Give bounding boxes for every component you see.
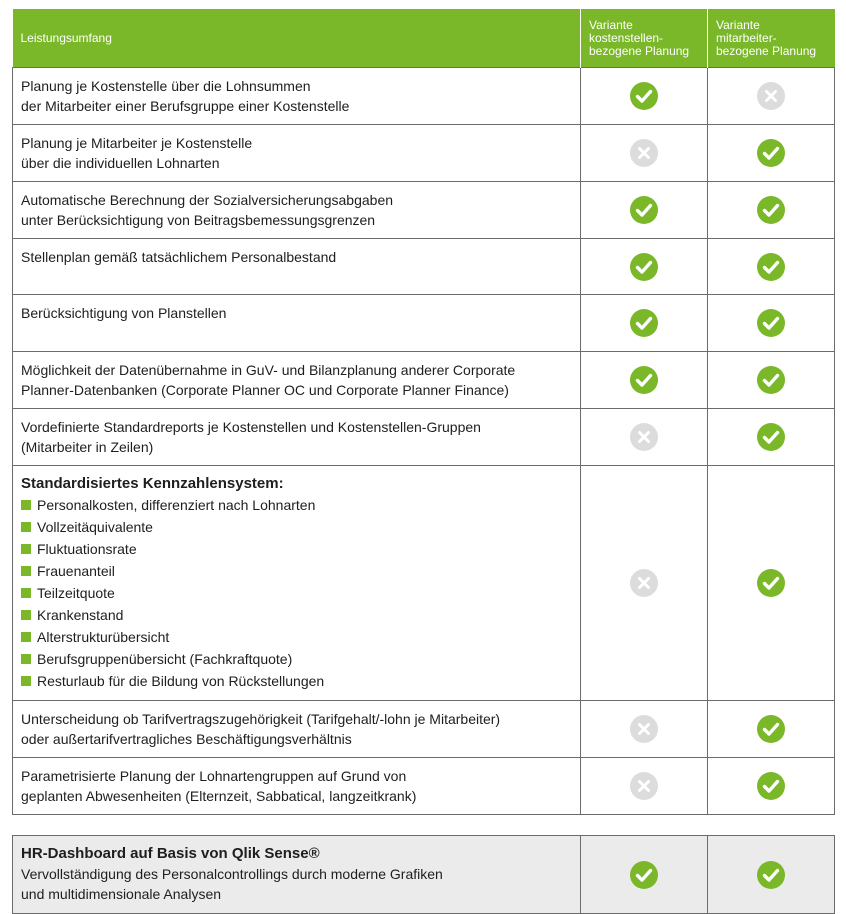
table-row bbox=[13, 701, 835, 758]
feature-line: Parametrisierte Planung der Lohnartengruppen auf Grund von bbox=[21, 768, 407, 784]
feature-cell bbox=[13, 352, 581, 409]
variant1-cell bbox=[581, 125, 708, 182]
dashboard-cell bbox=[13, 836, 581, 914]
variant1-cell bbox=[581, 758, 708, 815]
kennzahl-label: Personalkosten, differenziert nach Lohnarten bbox=[37, 497, 316, 513]
kennzahl-item bbox=[21, 494, 572, 516]
cross-circle-icon bbox=[629, 422, 659, 452]
kennzahl-item bbox=[21, 648, 572, 670]
cross-circle-icon bbox=[629, 714, 659, 744]
kennzahl-item bbox=[21, 516, 572, 538]
cross-circle-icon bbox=[629, 568, 659, 598]
variant1-cell bbox=[581, 239, 708, 295]
variant2-cell bbox=[708, 68, 835, 125]
check-circle-icon bbox=[629, 308, 659, 338]
dashboard-title: HR-Dashboard auf Basis von Qlik Sense® bbox=[21, 845, 320, 862]
variant1-cell bbox=[581, 409, 708, 466]
variant1-cell bbox=[581, 352, 708, 409]
feature-cell bbox=[13, 182, 581, 239]
check-circle-icon bbox=[756, 308, 786, 338]
kennzahl-label: Alterstrukturübersicht bbox=[37, 629, 170, 645]
dashboard-row bbox=[13, 836, 835, 914]
green-square-bullet-icon bbox=[21, 654, 31, 664]
feature-line: Stellenplan gemäß tatsächlichem Personalbestand bbox=[21, 249, 337, 265]
dashboard-line: Vervollständigung des Personalcontrollings durch moderne Grafiken bbox=[21, 866, 443, 882]
variant2-cell bbox=[708, 836, 835, 914]
kennzahl-item bbox=[21, 538, 572, 560]
cross-circle-icon bbox=[756, 81, 786, 111]
variant1-cell bbox=[581, 295, 708, 352]
header-line: Variante bbox=[716, 17, 760, 32]
kennzahl-item bbox=[21, 560, 572, 582]
green-square-bullet-icon bbox=[21, 632, 31, 642]
header-line: mitarbeiter- bbox=[716, 30, 777, 45]
header-variante-kostenstellen bbox=[581, 9, 708, 68]
variant2-cell bbox=[708, 352, 835, 409]
kennzahlen-title: Standardisiertes Kennzahlensystem: bbox=[21, 475, 284, 492]
header-line: kostenstellen- bbox=[589, 30, 664, 45]
feature-line: oder außertarifvertragliches Beschäftigungsverhältnis bbox=[21, 731, 352, 747]
feature-line: Vordefinierte Standardreports je Kostenstellen und Kostenstellen-Gruppen bbox=[21, 419, 481, 435]
variant2-cell bbox=[708, 182, 835, 239]
green-square-bullet-icon bbox=[21, 544, 31, 554]
variant2-cell bbox=[708, 409, 835, 466]
header-row bbox=[13, 9, 835, 68]
check-circle-icon bbox=[629, 860, 659, 890]
green-square-bullet-icon bbox=[21, 676, 31, 686]
check-circle-icon bbox=[756, 422, 786, 452]
kennzahl-item bbox=[21, 604, 572, 626]
variant1-cell bbox=[581, 836, 708, 914]
variant1-cell bbox=[581, 701, 708, 758]
variant1-cell bbox=[581, 182, 708, 239]
feature-cell bbox=[13, 409, 581, 466]
kennzahl-item bbox=[21, 582, 572, 604]
table-row bbox=[13, 295, 835, 352]
header-line: bezogene Planung bbox=[716, 43, 817, 58]
table-row bbox=[13, 68, 835, 125]
table-row bbox=[13, 352, 835, 409]
check-circle-icon bbox=[756, 252, 786, 282]
cross-circle-icon bbox=[629, 771, 659, 801]
feature-line: Planner-Datenbanken (Corporate Planner OC und Corporate Planner Finance) bbox=[21, 382, 509, 398]
green-square-bullet-icon bbox=[21, 610, 31, 620]
kennzahl-item bbox=[21, 670, 572, 692]
variant1-cell bbox=[581, 68, 708, 125]
variant2-cell bbox=[708, 125, 835, 182]
table-row-kennzahlen bbox=[13, 466, 835, 701]
cross-circle-icon bbox=[629, 138, 659, 168]
feature-line: Planung je Mitarbeiter je Kostenstelle bbox=[21, 135, 253, 151]
table-row bbox=[13, 125, 835, 182]
dashboard-table bbox=[12, 835, 835, 914]
kennzahl-label: Resturlaub für die Bildung von Rückstellungen bbox=[37, 673, 325, 689]
table-row bbox=[13, 182, 835, 239]
header-line: Variante bbox=[589, 17, 633, 32]
feature-cell bbox=[13, 125, 581, 182]
feature-line: unter Berücksichtigung von Beitragsbemessungsgrenzen bbox=[21, 212, 376, 228]
table-row bbox=[13, 758, 835, 815]
table-row bbox=[13, 409, 835, 466]
feature-line: Unterscheidung ob Tarifvertragszugehörigkeit (Tarifgehalt/-lohn je Mitarbeiter) bbox=[21, 711, 501, 727]
kennzahl-item bbox=[21, 626, 572, 648]
feature-comparison bbox=[12, 9, 834, 914]
variant2-cell bbox=[708, 295, 835, 352]
kennzahl-label: Frauenanteil bbox=[37, 563, 115, 579]
header-line: bezogene Planung bbox=[589, 43, 690, 58]
feature-cell bbox=[13, 239, 581, 295]
feature-line: geplanten Abwesenheiten (Elternzeit, Sabbatical, langzeitkrank) bbox=[21, 788, 417, 804]
check-circle-icon bbox=[756, 568, 786, 598]
check-circle-icon bbox=[629, 252, 659, 282]
dashboard-line: und multidimensionale Analysen bbox=[21, 886, 222, 902]
check-circle-icon bbox=[756, 771, 786, 801]
check-circle-icon bbox=[756, 138, 786, 168]
section-spacer bbox=[12, 815, 834, 835]
variant2-cell bbox=[708, 701, 835, 758]
variant2-cell bbox=[708, 758, 835, 815]
kennzahl-label: Vollzeitäquivalente bbox=[37, 519, 153, 535]
header-leistungsumfang: Leistungsumfang bbox=[13, 9, 581, 68]
green-square-bullet-icon bbox=[21, 588, 31, 598]
feature-cell bbox=[13, 68, 581, 125]
variant2-cell bbox=[708, 239, 835, 295]
check-circle-icon bbox=[629, 81, 659, 111]
feature-cell bbox=[13, 701, 581, 758]
feature-cell bbox=[13, 295, 581, 352]
feature-cell bbox=[13, 758, 581, 815]
green-square-bullet-icon bbox=[21, 566, 31, 576]
table-row bbox=[13, 239, 835, 295]
variant1-cell bbox=[581, 466, 708, 701]
kennzahl-label: Berufsgruppenübersicht (Fachkraftquote) bbox=[37, 651, 293, 667]
kennzahlen-cell bbox=[13, 466, 581, 701]
feature-line: Berücksichtigung von Planstellen bbox=[21, 305, 227, 321]
feature-line: Planung je Kostenstelle über die Lohnsummen bbox=[21, 78, 311, 94]
kennzahl-label: Fluktuationsrate bbox=[37, 541, 137, 557]
check-circle-icon bbox=[629, 195, 659, 225]
check-circle-icon bbox=[756, 195, 786, 225]
feature-line: Möglichkeit der Datenübernahme in GuV- und Bilanzplanung anderer Corporate bbox=[21, 362, 516, 378]
feature-line: Automatische Berechnung der Sozialversicherungsabgaben bbox=[21, 192, 394, 208]
kennzahl-label: Teilzeitquote bbox=[37, 585, 115, 601]
check-circle-icon bbox=[756, 860, 786, 890]
check-circle-icon bbox=[629, 365, 659, 395]
variant2-cell bbox=[708, 466, 835, 701]
main-table bbox=[12, 9, 835, 815]
feature-line: (Mitarbeiter in Zeilen) bbox=[21, 439, 154, 455]
feature-line: über die individuellen Lohnarten bbox=[21, 155, 220, 171]
kennzahl-label: Krankenstand bbox=[37, 607, 124, 623]
check-circle-icon bbox=[756, 365, 786, 395]
green-square-bullet-icon bbox=[21, 522, 31, 532]
header-variante-mitarbeiter bbox=[708, 9, 835, 68]
green-square-bullet-icon bbox=[21, 500, 31, 510]
check-circle-icon bbox=[756, 714, 786, 744]
feature-line: der Mitarbeiter einer Berufsgruppe einer Kostenstelle bbox=[21, 98, 350, 114]
